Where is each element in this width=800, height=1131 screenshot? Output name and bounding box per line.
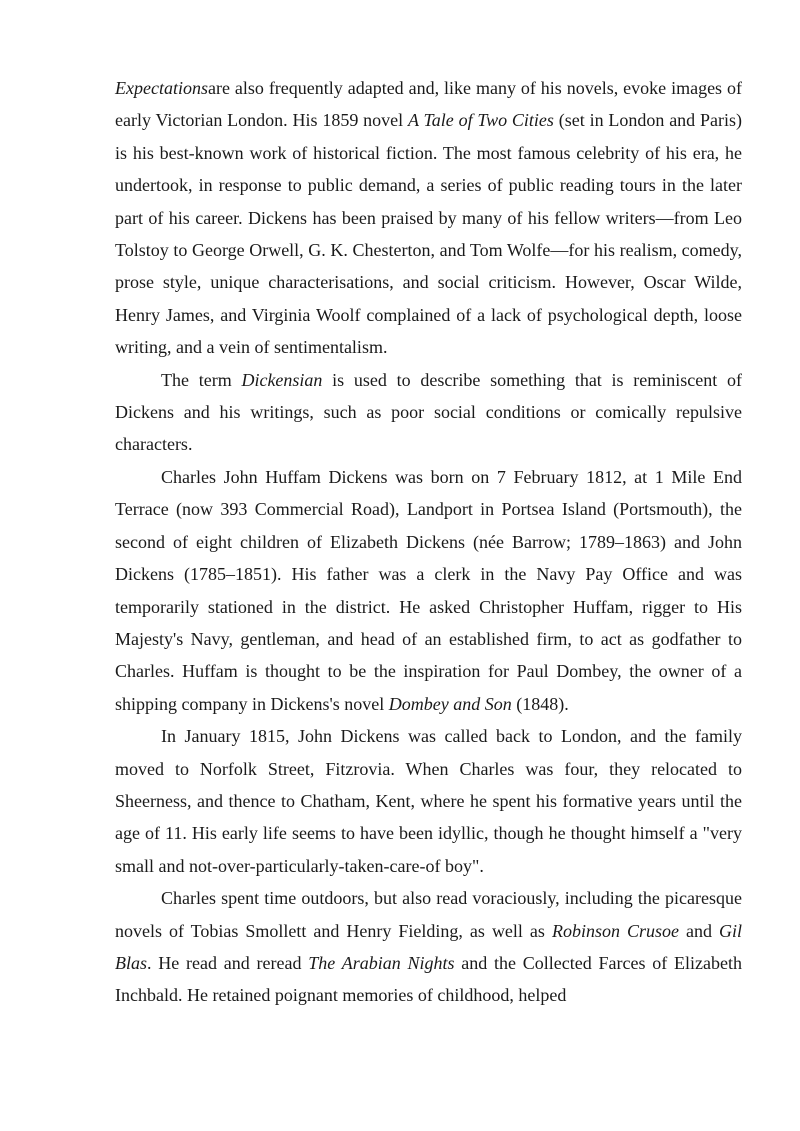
text-run: Dombey and Son xyxy=(388,693,512,714)
text-run: The Arabian Nights xyxy=(308,952,455,973)
text-run: . He read and reread xyxy=(147,952,309,973)
document-page xyxy=(115,72,742,1012)
text-run: and xyxy=(678,920,719,941)
text-run: Charles John Huffam Dickens was born on 7 February 1812, at 1 Mile End Terrace (now 393 Commercial Road), Landport in Portsea Island (Portsmouth), the second of eight children of Elizabeth Dickens (née Barrow; 1789–1863) and John Dickens (1785–1851). His father was a clerk in the Navy Pay Office and was temporarily stationed in the district. He asked Christopher Huffam, rigger to His Majesty's Navy, gentleman, and head of an established firm, to act as godfather to Charles. Huffam is thought to be the inspiration for Paul Dombey, the owner of a shipping company in Dickens's novel xyxy=(115,466,742,714)
text-run: Gil Blas xyxy=(115,920,742,973)
text-run: (set in London and Paris) is his best-known work of historical fiction. The most famous celebrity of his era, he undertook, in response to public demand, a series of public reading tours in the later part of his career. Dickens has been praised by many of his fellow writers—from Leo Tolstoy to George Orwell, G. K. Chesterton, and Tom Wolfe—for his realism, comedy, prose style, unique characterisations, and social criticism. However, Oscar Wilde, Henry James, and Virginia Woolf complained of a lack of psychological depth, loose writing, and a vein of sentimentalism. xyxy=(115,110,743,358)
text-run: In January 1815, John Dickens was called back to London, and the family moved to Norfolk Street, Fitzrovia. When Charles was four, they relocated to Sheerness, and thence to Chatham, Kent, where he spent his formative years until the age of 11. His early life seems to have been idyllic, though he thought himself a "very small and not-over-particularly-taken-care-of boy". xyxy=(115,726,742,876)
text-run: and the Collected Farces of Elizabeth Inchbald. He retained poignant memories of childhood, helped xyxy=(115,952,742,1006)
text-run: Charles spent time outdoors, but also read voraciously, including the picaresque novels of Tobias Smollett and Henry Fielding, as well as xyxy=(115,888,742,941)
paragraph-4 xyxy=(115,720,742,882)
text-run: Expectations xyxy=(115,78,208,98)
text-run: Robinson Crusoe xyxy=(551,920,679,941)
paragraph-2 xyxy=(115,364,742,461)
paragraph-3 xyxy=(115,461,742,720)
text-run: is used to describe something that is reminiscent of Dickens and his writings, such as poor social conditions or comically repulsive characters. xyxy=(115,369,742,455)
text-run: A Tale of Two Cities xyxy=(407,110,554,131)
text-run: (1848). xyxy=(511,693,569,714)
paragraph-5 xyxy=(115,882,742,1012)
text-run: The term xyxy=(161,369,242,390)
text-run: Dickensian xyxy=(241,369,323,390)
paragraph-1 xyxy=(115,72,742,364)
text-run: are also frequently adapted and, like many of his novels, evoke images of early Victorian London. His 1859 novel xyxy=(115,78,742,131)
